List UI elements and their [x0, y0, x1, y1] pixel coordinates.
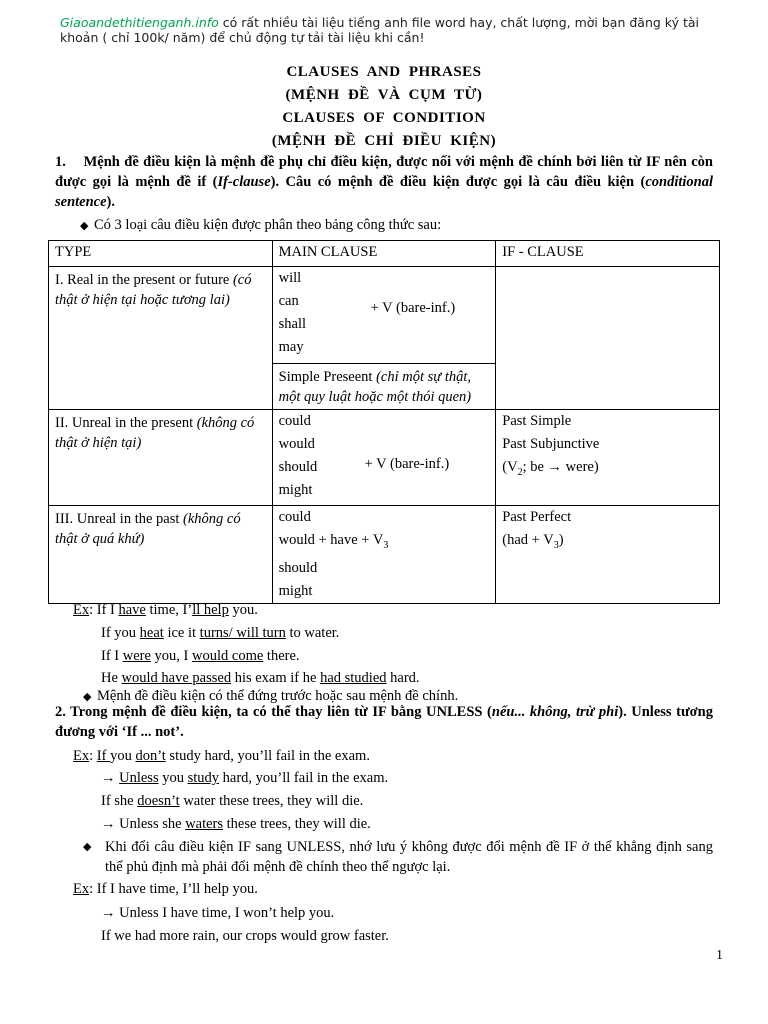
row3-type-note: (không có thật ở quá khứ): [55, 511, 241, 547]
header-main-clause: MAIN CLAUSE: [272, 241, 496, 267]
ex-label: Ex: [73, 602, 90, 618]
title-line-3: CLAUSES OF CONDITION: [282, 110, 486, 126]
section-2-text: 2. Trong mệnh đề điều kiện, ta có thể thay liên từ IF bằng UNLESS (: [55, 704, 492, 720]
row1-main: [272, 267, 496, 364]
row1-type-note: (có thật ở hiện tại hoặc tương lai): [55, 272, 252, 308]
row3-main-line: should: [278, 559, 318, 576]
example-underlined: would have passed: [121, 670, 232, 686]
example-4: [101, 668, 420, 688]
example-text: you.: [228, 602, 258, 618]
header-if-clause: IF - CLAUSE: [496, 241, 720, 267]
section-1-text-c: ).: [106, 194, 116, 210]
row1-modal: can: [278, 293, 299, 309]
section-1-text-b: ). Câu có mệnh đề điều kiện được gọi là câu điều kiện (: [270, 174, 646, 190]
header-type: TYPE: [49, 241, 273, 267]
row2-if-line: Past Subjunctive: [502, 436, 600, 452]
section-1-number: 1.: [55, 154, 66, 170]
row1-simple-label: Simple Preseent: [278, 369, 377, 385]
example-3: [101, 646, 300, 666]
example-text: hard, you’ll fail in the exam.: [219, 770, 389, 786]
example-text: If she: [101, 793, 138, 809]
row1-type: [49, 267, 273, 410]
s2-example-7: If we had more rain, our crops would grow faster.: [101, 928, 389, 944]
example-underlined: waters: [185, 816, 224, 832]
row1-modal: may: [278, 339, 304, 355]
example-underlined: Unless: [119, 770, 159, 786]
example-text: :: [89, 748, 97, 764]
diamond-bullet-icon: ◆: [80, 219, 89, 232]
promo-text: có rất nhiều tài liệu tiếng anh file word hay, chất lượng, mời bạn đăng ký tài khoản ( chỉ 100k/ năm) để chủ động tự tải tài liệu khi cần!: [60, 15, 699, 45]
example-text: there.: [263, 648, 300, 664]
page-number: 1: [716, 948, 723, 963]
row3-main-formula: would + have + V: [278, 532, 384, 548]
section-1-text: Mệnh đề điều kiện là mệnh đề phụ chỉ điều kiện, được nối với mệnh đề chính bởi liên từ IF nên còn được gọi là mệnh đề if (: [55, 154, 713, 190]
row2-if-v: [502, 456, 713, 484]
example-underlined: study: [187, 770, 220, 786]
example-underlined: don’t: [135, 748, 166, 764]
example-underlined: would come: [192, 648, 264, 664]
row3-if-sub: 3: [553, 539, 559, 551]
row3-if-close: ): [558, 532, 564, 548]
s2-example-5: [73, 879, 258, 899]
example-text: study hard, you’ll fail in the exam.: [165, 748, 370, 764]
example-underlined: turns/ will turn: [199, 625, 286, 641]
row3-main-line: [279, 529, 490, 557]
bullet-text: Có 3 loại câu điều kiện được phân theo bảng công thức sau:: [94, 217, 442, 233]
row3-type: [49, 506, 273, 604]
diamond-bullet-icon: ◆: [83, 840, 92, 853]
example-underlined: have: [118, 602, 146, 618]
s2-example-1: [73, 746, 370, 766]
row3-main-sub: 3: [383, 539, 389, 551]
row3-main: [272, 506, 496, 604]
section-2-italic: nếu... không, trừ phi: [491, 704, 619, 720]
example-text: water these trees, they will die.: [179, 793, 364, 809]
example-underlined: If: [96, 748, 111, 764]
example-text: you: [158, 770, 188, 786]
s2-example-6: → Unless I have time, I won’t help you.: [101, 905, 335, 921]
row2-type-note: (không có thật ở hiện tại): [55, 415, 255, 451]
row2-modal: could: [278, 413, 311, 429]
bullet-text: Mệnh đề điều kiện có thể đứng trước hoặc sau mệnh đề chính.: [97, 688, 459, 704]
row3-if-line: Past Perfect: [502, 509, 572, 525]
example-text: hard.: [386, 670, 420, 686]
section-2-text-b: ). Unless tương đương với ‘If ... not’.: [55, 704, 713, 740]
arrow-text: →: [101, 770, 120, 786]
title-line-2: (MỆNH ĐỀ VÀ CỤM TỪ): [285, 87, 483, 103]
row2-modal: would: [278, 436, 315, 452]
example-text: ice it: [163, 625, 200, 641]
site-link[interactable]: Giaoandethitienganh.info: [60, 15, 219, 30]
bullet-text: Khi đổi câu điều kiện IF sang UNLESS, nhớ lưu ý không được đổi mệnh đề IF ở thể khẳng định sang thể phủ định mà phải đổi mệnh đề chính theo thể ngược lại.: [105, 839, 713, 875]
example-text: these trees, they will die.: [223, 816, 371, 832]
promo-banner: [60, 15, 732, 45]
row1-simple-note: (chỉ một sự thật, một quy luật hoặc một thói quen): [278, 369, 472, 405]
row3-type-label: III. Unreal in the past: [55, 511, 184, 527]
row3-main-line: might: [278, 582, 313, 599]
example-underlined: were: [122, 648, 151, 664]
row2-modal: should: [278, 459, 318, 475]
title-line-1: CLAUSES AND PHRASES: [286, 64, 482, 80]
row2-formula: + V (bare-inf.): [364, 456, 450, 472]
row2-if-line: Past Simple: [502, 413, 572, 429]
row3-if: [496, 506, 720, 604]
ex-label: Ex: [73, 748, 90, 764]
row1-modal: will: [278, 270, 302, 286]
bullet-unless-note: [83, 837, 713, 877]
row2-if-sub: 2: [517, 466, 523, 478]
row1-if-empty: [496, 267, 720, 410]
section-2-heading: [55, 702, 713, 742]
row2-type: [49, 410, 273, 506]
example-underlined: ll help: [192, 602, 229, 618]
row2-modal: might: [278, 482, 313, 498]
row2-type-label: II. Unreal in the present: [55, 415, 197, 431]
example-underlined: doesn’t: [137, 793, 180, 809]
example-text: If I: [101, 648, 123, 664]
example-underlined: heat: [139, 625, 164, 641]
conditional-table: [48, 240, 720, 604]
title-line-4: (MỆNH ĐỀ CHỈ ĐIỀU KIỆN): [271, 133, 497, 149]
s2-example-4: [101, 814, 371, 834]
s2-example-3: [101, 791, 363, 811]
ex-label: Ex: [73, 881, 90, 897]
example-text: He: [101, 670, 122, 686]
bullet-table-intro: [80, 215, 441, 236]
example-text: → Unless she: [101, 816, 186, 832]
row3-if-v: [502, 529, 713, 557]
example-text: you: [110, 748, 136, 764]
example-text: : If I have time, I’ll help you.: [89, 881, 258, 897]
term-conditional-sentence: conditional sentence: [55, 174, 713, 210]
example-2: [101, 623, 339, 643]
row2-if: [496, 410, 720, 506]
row1-if-simple: [272, 364, 496, 410]
row2-if-rest: ; be → were): [522, 459, 599, 475]
example-text: : If I: [89, 602, 119, 618]
example-text: If you: [101, 625, 140, 641]
example-underlined: had studied: [320, 670, 387, 686]
row1-modal: shall: [278, 316, 307, 332]
diamond-bullet-icon: ◆: [83, 690, 92, 703]
row2-main: [272, 410, 496, 506]
row3-main-line: could: [278, 509, 311, 525]
row3-if-v-text: (had + V: [502, 532, 554, 548]
example-text: his exam if he: [231, 670, 321, 686]
example-text: time, I’: [145, 602, 193, 618]
row2-if-v-text: (V: [502, 459, 518, 475]
term-if-clause: If-clause: [217, 174, 271, 190]
example-text: you, I: [150, 648, 193, 664]
section-1-paragraph: [55, 152, 713, 212]
example-text: to water.: [285, 625, 340, 641]
s2-example-2: [101, 768, 388, 788]
row1-formula: + V (bare-inf.): [370, 300, 456, 316]
row1-type-label: I. Real in the present or future: [55, 272, 233, 288]
example-1: [73, 600, 258, 620]
